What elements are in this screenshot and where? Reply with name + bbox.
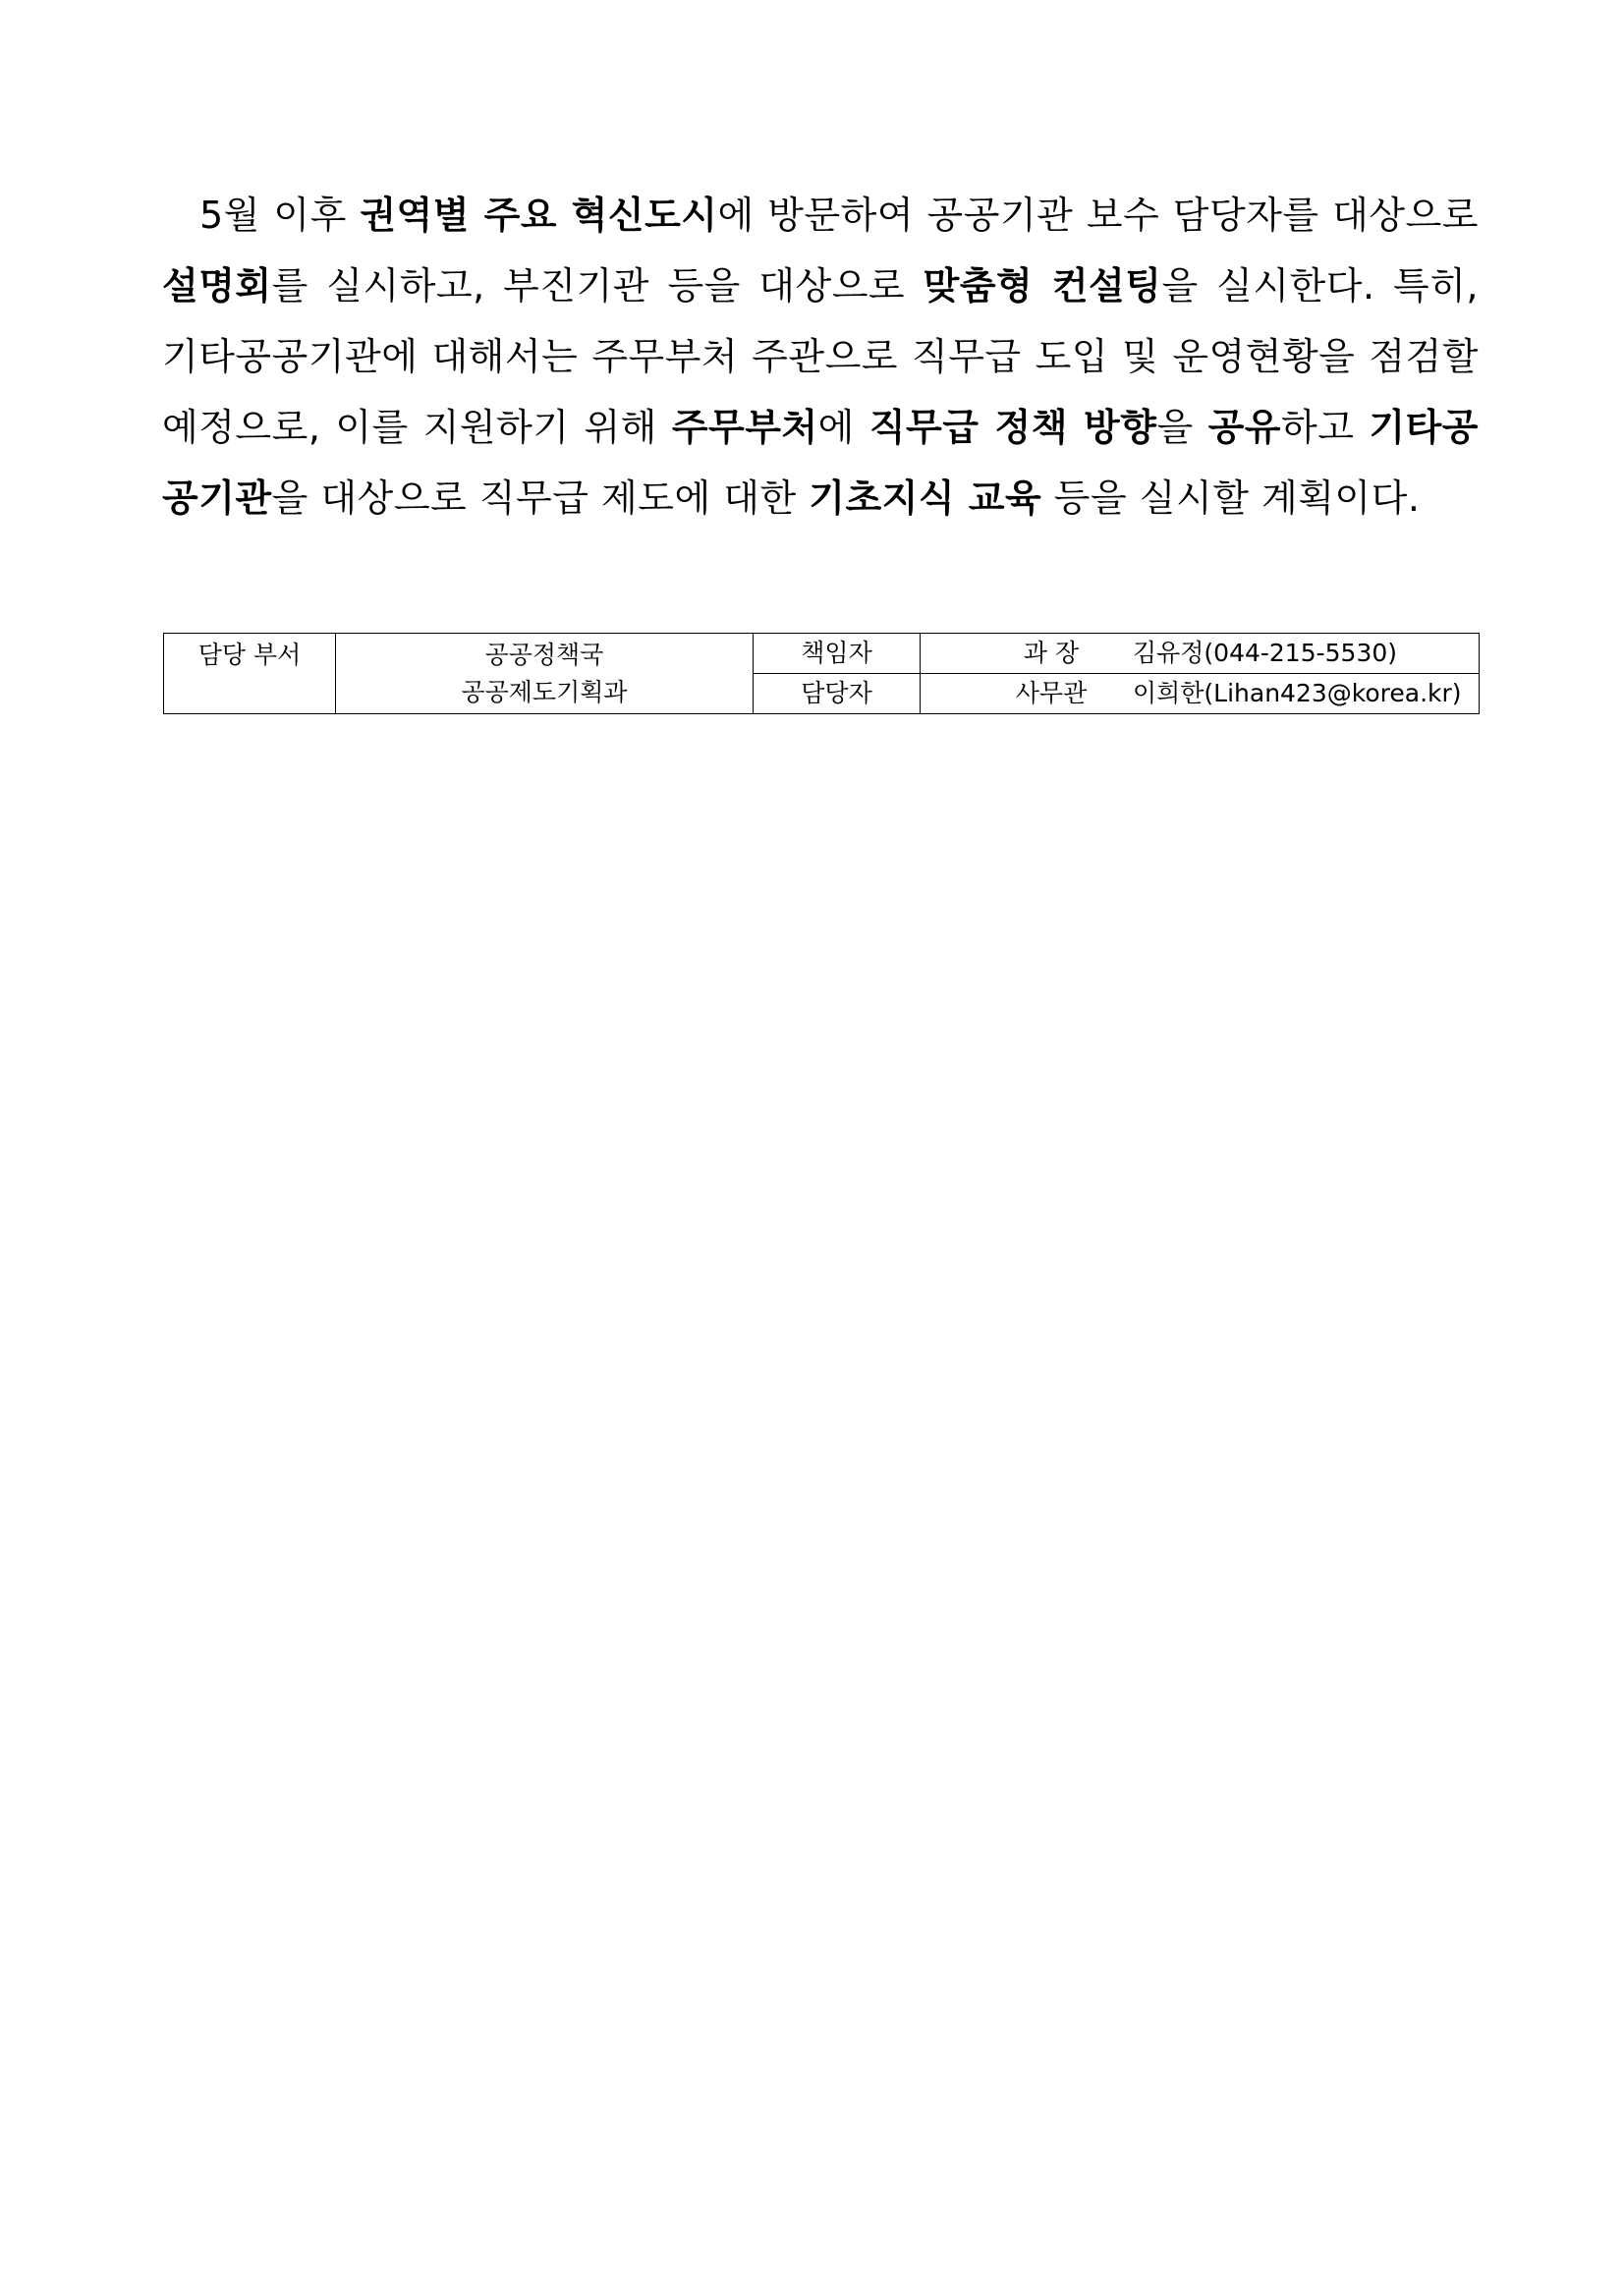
text-segment: 을 <box>1156 406 1208 449</box>
dept-line-2: 공공제도기획과 <box>461 677 628 706</box>
text-segment-bold: 직무급 정책 방향 <box>868 406 1157 449</box>
text-segment: 등을 실시할 계획이다. <box>1041 476 1421 520</box>
text-segment-bold: 기타공공기관 <box>162 406 1479 520</box>
contact-table <box>163 633 1480 714</box>
role-label: 담당자 <box>754 674 921 714</box>
text-segment: 를 실시하고, 부진기관 등을 대상으로 <box>271 264 924 308</box>
dept-name <box>336 634 754 714</box>
text-segment-bold: 주무부처 <box>671 406 818 449</box>
text-segment-bold: 맞춤형 컨설팅 <box>923 264 1162 308</box>
position-title: 과 장 <box>1023 639 1080 667</box>
person-contact: 김유정(044-215-5530) <box>1132 639 1398 667</box>
person-contact: 이희한(Lihan423@korea.kr) <box>1132 679 1462 707</box>
text-segment: 에 <box>817 406 869 449</box>
body-paragraph <box>162 180 1479 533</box>
text-segment-bold: 공유 <box>1207 406 1282 449</box>
responsible-person <box>921 634 1480 674</box>
text-segment: 에 방문하여 공공기관 보수 담당자를 대상으로 <box>717 194 1479 237</box>
contact-row <box>164 634 1480 674</box>
text-segment-bold: 설명회 <box>162 264 272 308</box>
text-segment-bold: 기초지식 교육 <box>809 476 1042 520</box>
text-segment-bold: 권역별 주요 혁신도시 <box>360 194 718 237</box>
text-segment: 을 대상으로 직무급 제도에 대한 <box>271 476 810 520</box>
dept-label: 담당 부서 <box>164 634 336 714</box>
role-label: 책임자 <box>754 634 921 674</box>
staff-person <box>921 674 1480 714</box>
text-segment: 하고 <box>1281 406 1370 449</box>
dept-line-1: 공공정책국 <box>484 640 604 669</box>
text-segment: 을 실시한다. 특히, 기타공공기관에 대해서는 주무부처 주관으로 직무급 도입 및 운영현황을 점검할 예정으로, 이를 지원하기 위해 <box>162 264 1479 449</box>
position-title: 사무관 <box>1015 679 1088 707</box>
text-segment: 5월 이후 <box>199 194 361 237</box>
